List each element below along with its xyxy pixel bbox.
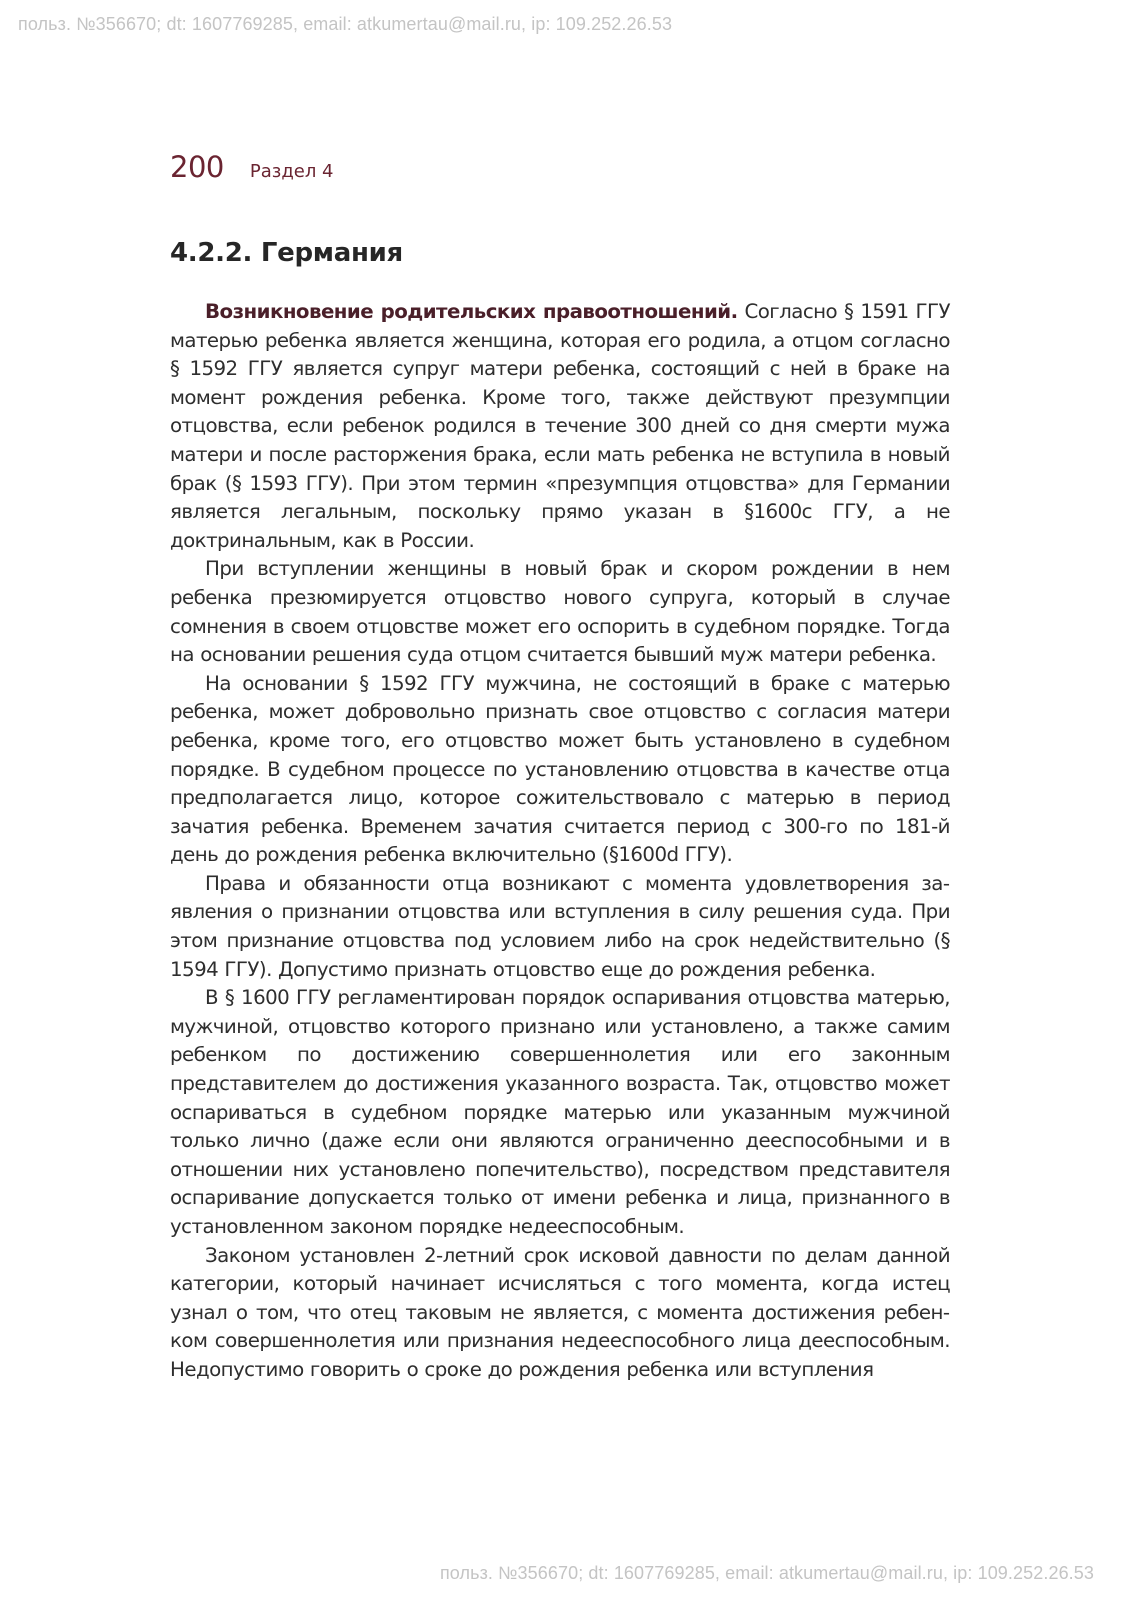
- paragraph: При вступлении женщины в новый брак и скором рождении в нем ребенка презюмируется отцовство нового супруга, который в случае сомнения в своем отцовстве может его оспорить в судебном порядке. Тогда на основании решения суда отцом считается бывший муж матери ребенка.: [170, 557, 950, 667]
- body-text: [170, 298, 950, 1385]
- watermark-bottom: польз. №356670; dt: 1607769285, email: atkumertau@mail.ru, ip: 109.252.26.53: [439, 1563, 1094, 1583]
- section-label: Раздел 4: [249, 161, 334, 182]
- running-head: [170, 150, 334, 184]
- paragraph: Законом установлен 2-летний срок исковой давности по делам данной категории, который начинает исчисляться с того момента, когда истец узнал о том, что отец таковым не является, с момента достижения ребенком совершеннолетия или признания недееспособного лица дееспособным. Недопустимо говорить о сроке до рождения ребенка или вступления: [170, 1243, 950, 1381]
- paragraph: [170, 298, 950, 555]
- paragraph: На основании § 1592 ГГУ мужчина, не состоящий в браке с матерью ребенка, может добровольно признать свое отцовство с согласия матери ребенка, кроме того, его отцовство может быть установлено в судебном порядке. В судебном процессе по установлению отцовства в качестве отца предполагается лицо, которое сожительствовало с матерью в период зачатия ребенка. Временем зачатия считается период с 300-го по 181-й день до рождения ребенка включительно (§1600d ГГУ).: [170, 671, 950, 867]
- paragraph: Права и обязанности отца возникают с момента удовлетворения заявления о признании отцовства или вступления в силу решения суда. При этом признание отцовства под условием либо на срок недействительно (§ 1594 ГГУ). Допустимо признать отцовство еще до рождения ребенка.: [170, 871, 950, 981]
- paragraph-text: Согласно § 1591 ГГУ матерью ребенка является женщина, которая его родила, а отцом согласно § 1592 ГГУ является супруг матери ребенка, состоящий с ней в браке на момент рождения ребенка. Кроме того, также действуют презумпции отцовства, если ребенок родился в течение 300 дней со дня смерти мужа матери и после расторжения брака, если мать ребенка не вступила в новый брак (§ 1593 ГГУ). При этом термин «презумпция отцовства» для Германии является легальным, поскольку прямо указан в §1600с ГГУ, а не доктринальным, как в России.: [170, 300, 950, 552]
- page-number: 200: [170, 150, 224, 184]
- section-heading: 4.2.2. Германия: [170, 238, 403, 268]
- run-in-heading: Возникновение родительских правоотношений.: [205, 300, 738, 323]
- watermark-top: польз. №356670; dt: 1607769285, email: atkumertau@mail.ru, ip: 109.252.26.53: [18, 14, 673, 34]
- paragraph: В § 1600 ГГУ регламентирован порядок оспаривания отцовства матерью, мужчиной, отцовство которого признано или установлено, а также самим ребенком по достижению совершеннолетия или его законным представителем до достижения указанного возраста. Так, отцовство может оспариваться в судебном порядке матерью или указанным мужчиной только лично (даже если они являются ограниченно дееспособными и в отношении них установлено попечительство), посредством представителя оспаривание допускается только от имени ребенка и лица, признанного в установленном законом порядке недееспособным.: [170, 986, 950, 1238]
